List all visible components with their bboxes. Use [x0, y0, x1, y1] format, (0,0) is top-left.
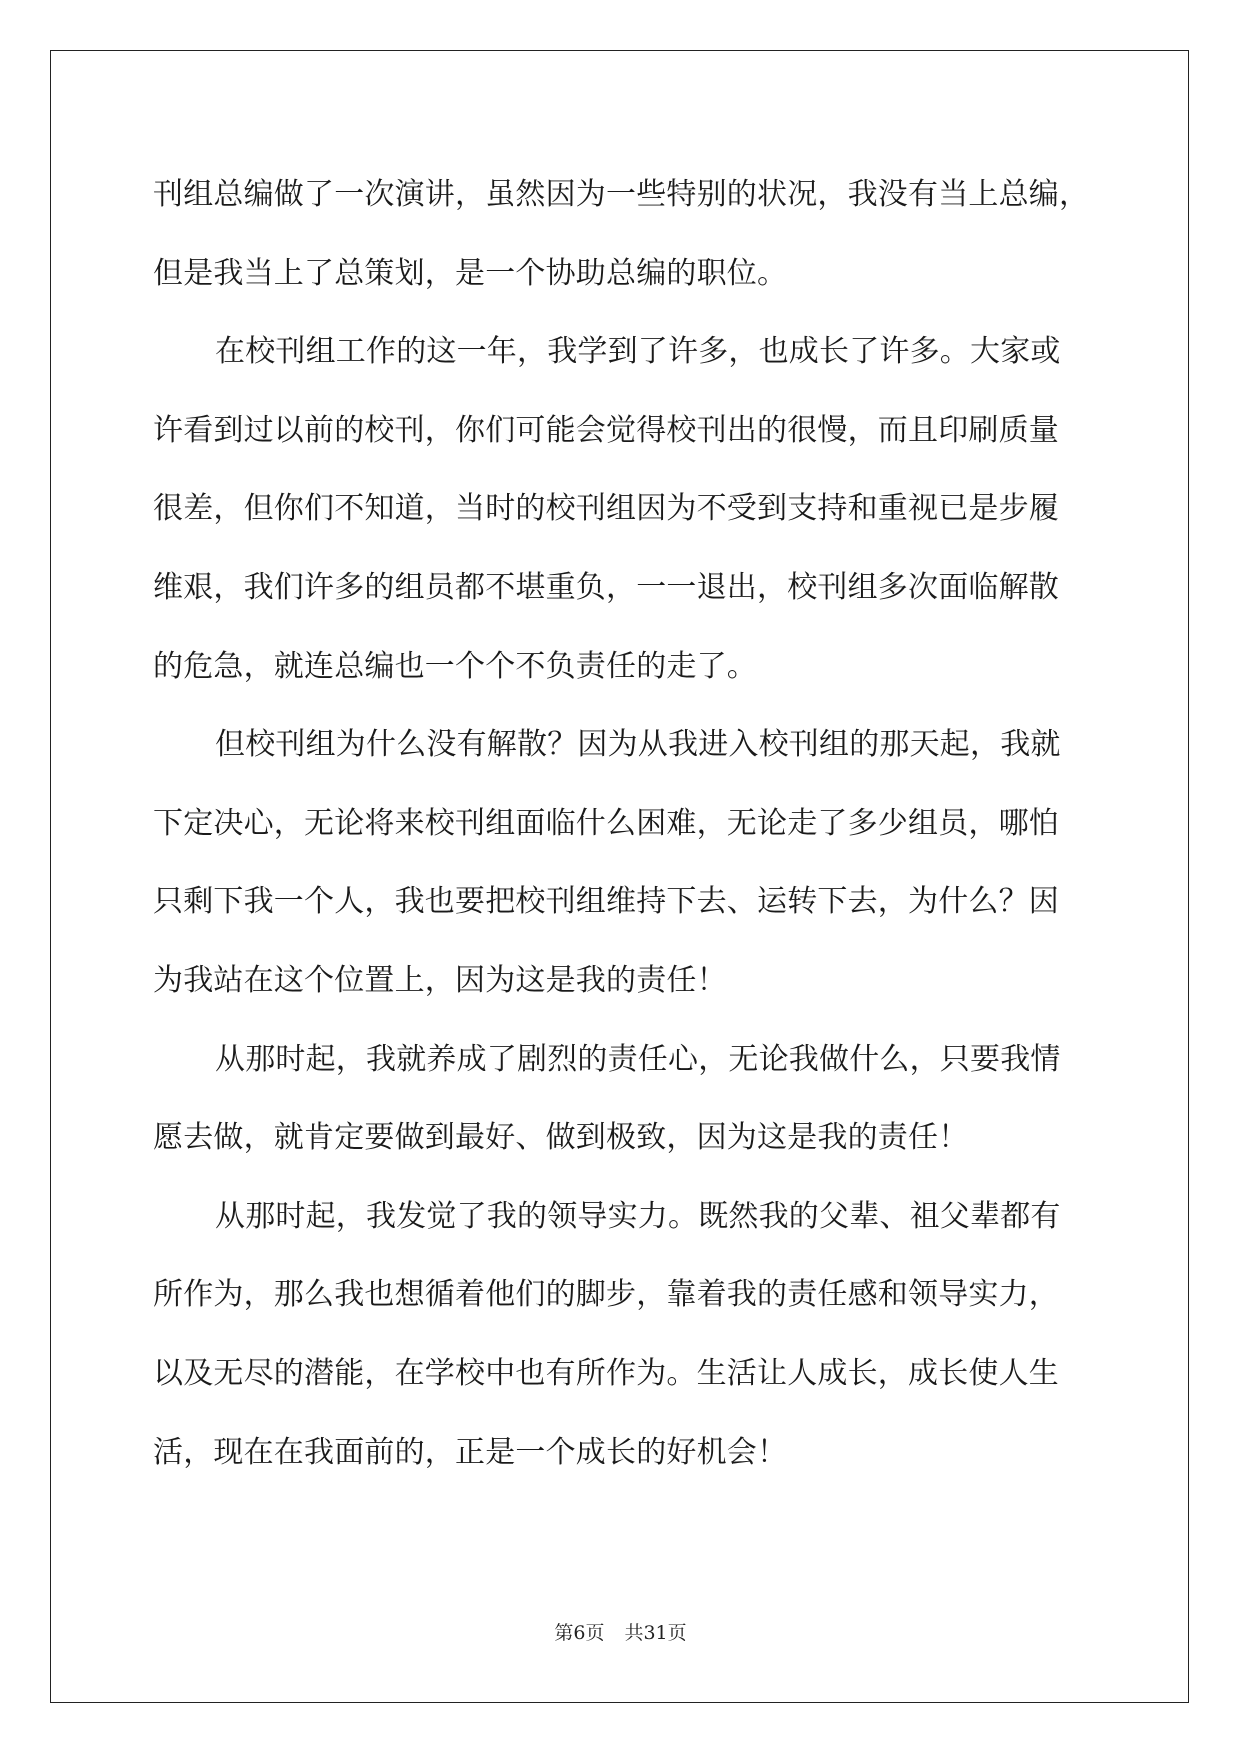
page-number: 第6页	[554, 1622, 605, 1644]
text-line: 从那时起，我发觉了我的领导实力。既然我的父辈、祖父辈都有	[215, 1198, 1061, 1234]
text-line: 维艰，我们许多的组员都不堪重负，一一退出，校刊组多次面临解散	[153, 569, 1059, 605]
text-line: 活，现在在我面前的，正是一个成长的好机会！	[153, 1434, 788, 1470]
text-line: 但是我当上了总策划，是一个协助总编的职位。	[153, 255, 788, 291]
text-line: 只剩下我一个人，我也要把校刊组维持下去、运转下去，为什么？因	[153, 884, 1059, 920]
text-line: 所作为，那么我也想循着他们的脚步，靠着我的责任感和领导实力，	[153, 1277, 1059, 1313]
page-total: 共31页	[624, 1622, 687, 1644]
text-line: 许看到过以前的校刊，你们可能会觉得校刊出的很慢，而且印刷质量	[153, 412, 1059, 448]
text-line: 刊组总编做了一次演讲，虽然因为一些特别的状况，我没有当上总编，	[153, 177, 1090, 212]
text-line: 为我站在这个位置上，因为这是我的责任！	[153, 962, 727, 998]
document-body	[153, 156, 1093, 1492]
text-line: 以及无尽的潜能，在学校中也有所作为。生活让人成长，成长使人生	[153, 1355, 1059, 1391]
text-line: 下定决心，无论将来校刊组面临什么困难，无论走了多少组员，哪怕	[153, 805, 1059, 841]
text-line: 在校刊组工作的这一年，我学到了许多，也成长了许多。大家或	[215, 334, 1061, 370]
text-line: 的危急，就连总编也一个个不负责任的走了。	[153, 648, 757, 684]
text-line: 但校刊组为什么没有解散？因为从我进入校刊组的那天起，我就	[215, 727, 1061, 763]
page-footer	[0, 1618, 1241, 1645]
text-line: 愿去做，就肯定要做到最好、做到极致，因为这是我的责任！	[153, 1120, 969, 1156]
text-line: 从那时起，我就养成了剧烈的责任心，无论我做什么，只要我情	[215, 1041, 1061, 1077]
text-line: 很差，但你们不知道，当时的校刊组因为不受到支持和重视已是步履	[153, 491, 1059, 527]
